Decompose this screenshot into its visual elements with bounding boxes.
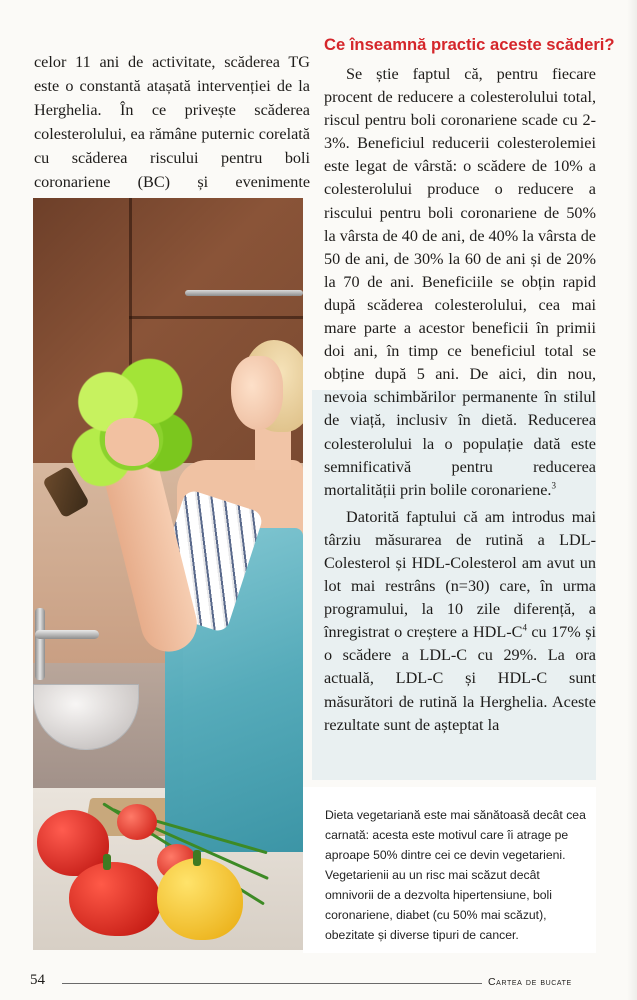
left-intro-paragraph: celor 11 ani de activitate, scăderea TG este o constantă atașată intervenției de la Herghelia. În ce privește scăderea colesterolului, ea rămâne puternic corelată cu scăderea riscului pentru boli coronariene (BC) și evenimente xyxy=(34,53,310,192)
footer-rule xyxy=(62,983,482,984)
book-title: Cartea de bucate xyxy=(488,976,572,988)
woman-hand xyxy=(105,418,159,466)
paragraph-text: Se știe faptul că, pentru fiecare procent de reducere a colesterolului total, riscul pentru boli coronariene scade cu 2-3%. Beneficiul reducerii colesterolemiei este legat de vârstă: o scădere de 10% a colesterolului produce o reducere a riscului pentru boli coronariene de 50% la vârsta de 40 de ani, de 40% la vârsta de 50 de ani, de 30% la 60 de ani și de 20% la 70 de ani. Beneficiile se obțin rapid după scăderea colesterolului, cea mai mare parte a acestor beneficii în primii doi ani, în timp ce beneficiul total se obține după 5 ani. De aici, din nou, nevoia schimbărilor permanente în stilul de viață, inclusiv în dietă. Reducerea colesterolului la o populație dată este semnificativă pentru reducerea mortalității prin bolile coronariene. xyxy=(324,65,596,499)
woman-with-lettuce-photo xyxy=(33,198,303,950)
body-paragraph xyxy=(324,63,596,502)
footnote-ref: 4 xyxy=(522,622,527,633)
woman-face xyxy=(231,356,283,430)
faucet-arm xyxy=(35,630,99,639)
section-heading: Ce înseamnă practic aceste scăderi? xyxy=(324,35,615,54)
paragraph-text: Datorită faptului că am introdus mai târziu măsurarea de rutină a LDL-Colesterol și HDL-Colesterol am avut un lot mai restrâns (n=30) care, în urma programului, la 10 zile diferență, a înregistrat o creștere a HDL-C xyxy=(324,507,596,642)
right-column xyxy=(324,34,615,737)
photo-caption: Dieta vegetariană este mai sănătoasă decât cea carnată: acesta este motivul care îi atrage pe aproape 50% dintre cei ce devin vegetarieni. Vegetarienii au un risc mai scăzut decât omnivorii de a dezvolta hipertensiune, boli coronariene, diabet (cu 50% mai scăzut), obezitate și diverse tipuri de cancer. xyxy=(309,787,596,953)
paragraph-text: cu 17% și o scădere a LDL-C cu 29%. La ora actuală, LDL-C și HDL-C sunt măsurători de rutină la Herghelia. Aceste rezultate sunt de așteptat la xyxy=(324,623,596,734)
tomato xyxy=(117,804,157,840)
cabinet-handle xyxy=(185,290,303,296)
faucet xyxy=(35,608,45,680)
footnote-ref: 3 xyxy=(551,480,556,491)
body-paragraph xyxy=(324,506,596,737)
red-pepper xyxy=(69,862,161,936)
page-number: 54 xyxy=(30,972,45,988)
yellow-pepper xyxy=(157,858,243,940)
